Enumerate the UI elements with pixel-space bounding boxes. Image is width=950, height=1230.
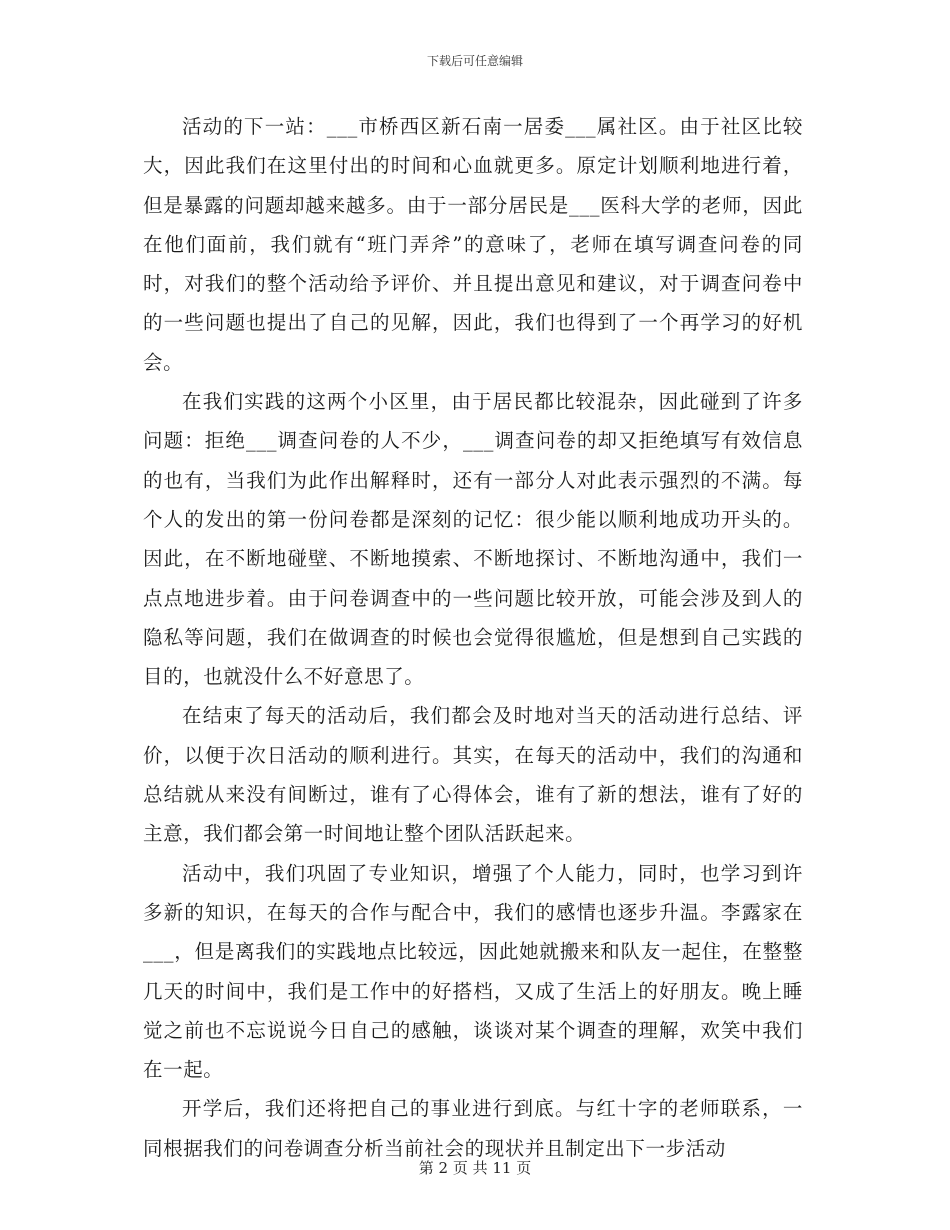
paragraph-5: 开学后，我们还将把自己的事业进行到底。与红十字的老师联系，一同根据我们的问卷调查分析当前社会的现状并且制定出下一步活动 <box>143 1097 803 1160</box>
page-header: 下载后可任意编辑 <box>426 54 523 68</box>
paragraph-1: 活动的下一站：___市桥西区新石南一居委___属社区。由于社区比较大，因此我们在这里付出的时间和心血就更多。原定计划顺利地进行着，但是暴露的问题却越来越多。由于一部分居民是___医科大学的老师，因此在他们面前，我们就有“班门弄斧”的意味了，老师在填写调查问卷的同时，对我们的整个活动给予评价、并且提出意见和建议，对于调查问卷中的一些问题也提出了自己的见解，因此，我们也得到了一个再学习的好机会。 <box>143 115 803 374</box>
document-body <box>143 107 803 1168</box>
paragraph-2: 在我们实践的这两个小区里，由于居民都比较混杂，因此碰到了许多问题：拒绝___调查问卷的人不少，___调查问卷的却又拒绝填写有效信息的也有，当我们为此作出解释时，还有一部分人对此表示强烈的不满。每个人的发出的第一份问卷都是深刻的记忆：很少能以顺利地成功开头的。因此，在不断地碰壁、不断地摸索、不断地探讨、不断地沟通中，我们一点点地进步着。由于问卷调查中的一些问题比较开放，可能会涉及到人的隐私等问题，我们在做调查的时候也会觉得很尴尬，但是想到自己实践的目的，也就没什么不好意思了。 <box>143 390 803 689</box>
page-number: 第 2 页 共 11 页 <box>418 1159 532 1177</box>
paragraph-3: 在结束了每天的活动后，我们都会及时地对当天的活动进行总结、评价，以便于次日活动的顺利进行。其实，在每天的活动中，我们的沟通和总结就从来没有间断过，谁有了心得体会，谁有了新的想法，谁有了好的主意，我们都会第一时间地让整个团队活跃起来。 <box>143 704 803 846</box>
paragraph-4: 活动中，我们巩固了专业知识，增强了个人能力，同时，也学习到许多新的知识，在每天的合作与配合中，我们的感情也逐步升温。李露家在___，但是离我们的实践地点比较远，因此她就搬来和队友一起住，在整整几天的时间中，我们是工作中的好搭档，又成了生活上的好朋友。晚上睡觉之前也不忘说说今日自己的感触，谈谈对某个调查的理解，欢笑中我们在一起。 <box>143 861 803 1082</box>
